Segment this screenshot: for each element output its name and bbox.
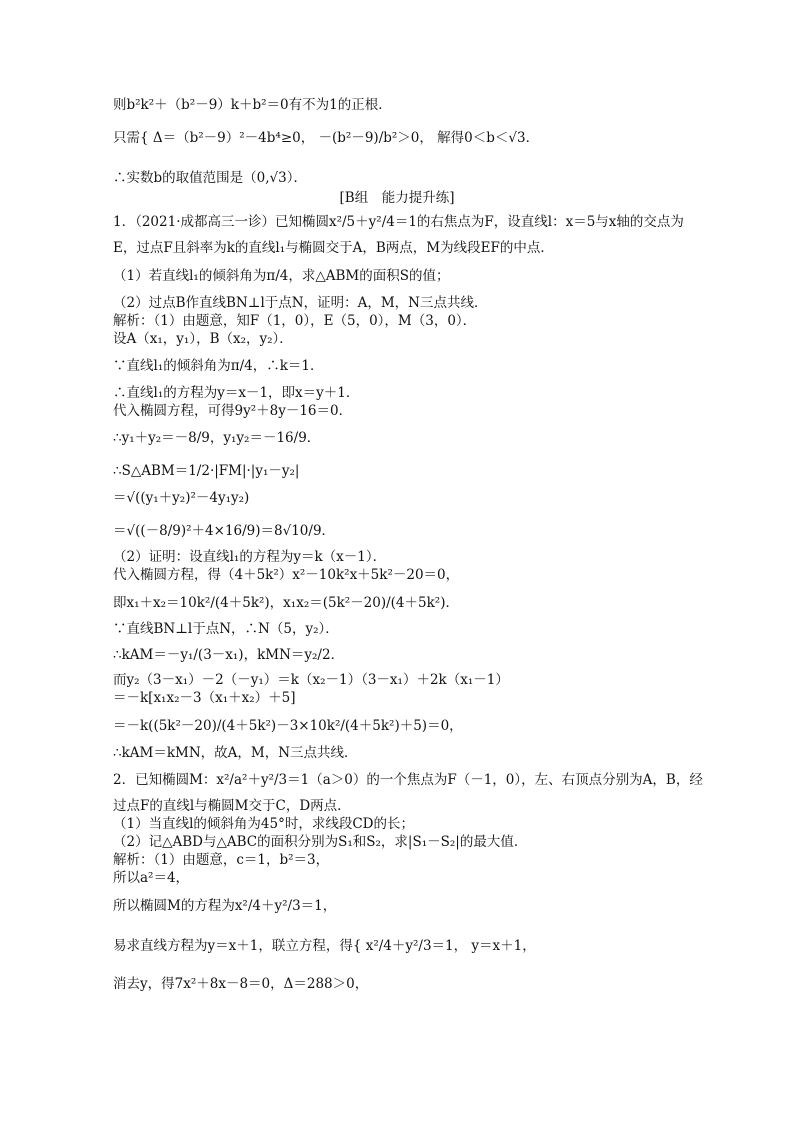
text-line: ∴实数b的取值范围是（0,√3）． — [113, 170, 307, 186]
question-part: （2）过点B作直线BN⊥l于点N，证明：A，M，N三点共线． — [113, 295, 488, 311]
solution-line: ∴S△ABM＝1/2·|FM|·|y₁－y₂| — [113, 463, 300, 479]
solution-line: ∴kAM＝kMN，故A，M，N三点共线． — [113, 745, 358, 761]
text-line: 只需{ Δ＝（b²－9）²－4b⁴≥0， －(b²－9)/b²＞0， 解得0＜b＜√3． — [113, 130, 540, 146]
solution-line: ＝－k[x₁x₂－3（x₁＋x₂）＋5] — [113, 690, 296, 706]
text-line: 则b²k²＋（b²－9）k＋b²＝0有不为1的正根． — [113, 97, 392, 113]
solution-line: ∴kAM＝－y₁/(3－x₁)，kMN＝y₂/2． — [113, 647, 345, 663]
solution-line: （2）证明：设直线l₁的方程为y＝k（x－1）． — [113, 549, 387, 565]
solution-line: 易求直线方程为y＝x＋1，联立方程，得{ x²/4＋y²/3＝1， y＝x＋1， — [113, 938, 536, 954]
solution-line: ∴直线l₁的方程为y＝x－1，即x＝y＋1． — [113, 385, 360, 401]
solution-line: 所以椭圆M的方程为x²/4＋y²/3＝1， — [113, 898, 337, 914]
solution-line: 解析：（1）由题意，知F（1，0），E（5，0），M（3，0）． — [113, 313, 477, 329]
solution-line: 即x₁＋x₂＝10k²/(4＋5k²)，x₁x₂＝(5k²－20)/(4＋5k²)． — [113, 595, 459, 611]
question-part: （1）若直线l₁的倾斜角为π/4，求△ABM的面积S的值； — [113, 268, 450, 284]
solution-line: ＝√((y₁＋y₂)²－4y₁y₂) — [113, 490, 250, 506]
solution-line: 而y₂（3－x₁）－2（－y₁）＝k（x₂－1）（3－x₁）＋2k（x₁－1） — [113, 672, 509, 688]
solution-line: ＝√((－8/9)²＋4×16/9)＝8√10/9． — [113, 523, 336, 539]
solution-line: 代入椭圆方程，可得9y²＋8y－16＝0． — [113, 403, 353, 419]
solution-line: 设A（x₁，y₁），B（x₂，y₂）． — [113, 331, 293, 347]
section-heading: [B组 能力提升练] — [339, 190, 455, 206]
problem-statement: 2．已知椭圆M：x²/a²＋y²/3＝1（a＞0）的一个焦点为F（－1，0），左、右顶点分别为A，B，经 — [113, 772, 703, 788]
solution-line: 消去y，得7x²＋8x－8＝0，Δ＝288＞0， — [113, 976, 369, 992]
problem-statement: E，过点F且斜率为k的直线l₁与椭圆交于A，B两点，M为线段EF的中点． — [113, 240, 554, 256]
solution-line: ∵直线l₁的倾斜角为π/4，∴k＝1． — [113, 358, 324, 374]
question-part: （2）记△ABD与△ABC的面积分别为S₁和S₂，求|S₁－S₂|的最大值． — [113, 834, 528, 850]
solution-line: 解析：（1）由题意，c＝1，b²＝3， — [113, 852, 330, 868]
problem-statement: 过点F的直线l与椭圆M交于C，D两点． — [113, 798, 351, 814]
solution-line: ∴y₁＋y₂＝－8/9，y₁y₂＝－16/9． — [113, 430, 321, 446]
solution-line: ∵直线BN⊥l于点N，∴N（5，y₂）． — [113, 621, 339, 637]
question-part: （1）当直线l的倾斜角为45°时，求线段CD的长； — [113, 816, 414, 832]
solution-line: 所以a²＝4， — [113, 870, 190, 886]
solution-line: ＝－k((5k²－20)/(4＋5k²)－3×10k²/(4＋5k²)＋5)＝0， — [113, 718, 463, 734]
solution-line: 代入椭圆方程，得（4＋5k²）x²－10k²x＋5k²－20＝0， — [113, 567, 460, 583]
problem-statement: 1．（2021·成都高三一诊）已知椭圆x²/5＋y²/4＝1的右焦点为F，设直线l：x＝5与x轴的交点为 — [113, 214, 684, 230]
